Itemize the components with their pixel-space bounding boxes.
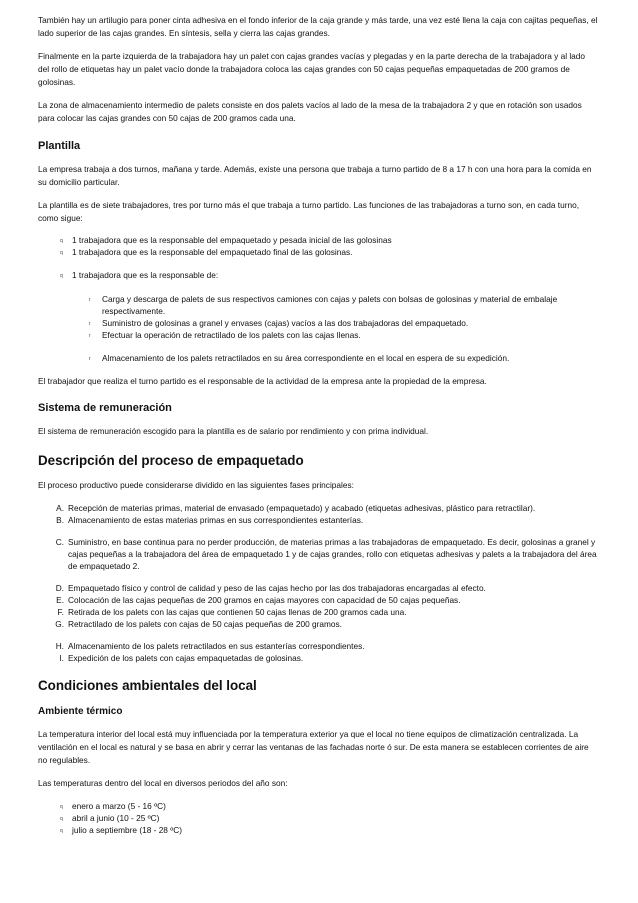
list-item: q julio a septiembre (18 - 28 ºC)	[60, 825, 183, 835]
bullet-marker: r	[89, 333, 91, 339]
heading-condiciones: Condiciones ambientales del local	[38, 678, 257, 693]
proceso-group-ab	[38, 502, 598, 526]
heading-ambiente-termico: Ambiente térmico	[38, 706, 123, 717]
list-item: r Suministro de golosinas a granel y envases (cajas) vacíos a las dos trabajadoras del empaquetado.	[89, 318, 469, 328]
list-item: r Almacenamiento de los palets retractilados en su área correspondiente en el local en espera de su expedición.	[89, 353, 510, 363]
heading-proceso: Descripción del proceso de empaquetado	[38, 453, 304, 468]
list-item: q 1 trabajadora que es la responsable de:	[60, 270, 219, 280]
paragraph-remuneracion: El sistema de remuneración escogido para la plantilla es de salario por rendimiento y con prima individual.	[38, 426, 429, 436]
plantilla-subbullets-a	[38, 293, 598, 341]
list-item: B. Almacenamiento de estas materias primas en sus correspondientes estanterías.	[56, 515, 364, 525]
list-item: D. Empaquetado físico y control de calidad y peso de las cajas hecho por las dos trabajadoras encargadas al efecto.	[55, 583, 486, 593]
heading-plantilla: Plantilla	[38, 140, 81, 152]
list-item: G. Retractilado de los palets con cajas de 50 cajas pequeñas de 200 gramos.	[55, 619, 342, 629]
list-item: q abril a junio (10 - 25 ºC)	[60, 813, 160, 823]
paragraph-palets: Finalmente en la parte izquierda de la trabajadora hay un palet con cajas grandes vacías y plegadas y en la parte derecha de la trabajadora y al lado del rollo de etiquetas hay un palet vacío donde la trabajadora coloca las cajas grandes con 50 cajas pequeñas empaquetadas de 200 gramos de golosinas.	[38, 51, 586, 87]
list-item: A. Recepción de materias primas, material de envasado (empaquetado) y acabado (etiquetas adhesivas, plástico para retractilar).	[56, 503, 536, 513]
proceso-group-hi	[38, 640, 598, 664]
bullet-marker: q	[60, 273, 63, 279]
list-item: r Carga y descarga de palets de sus respectivos camiones con cajas y palets con bolsas de golosinas y material de embalaje respectivamente.	[89, 294, 558, 316]
list-item: q enero a marzo (5 - 16 ºC)	[60, 801, 166, 811]
list-item: q 1 trabajadora que es la responsable del empaquetado y pesada inicial de las golosinas	[60, 235, 392, 245]
paragraph-turnos: La empresa trabaja a dos turnos, mañana y tarde. Además, existe una persona que trabaja a turno partido de 8 a 17 h con una hora para la comida en su domicilio particular.	[38, 164, 592, 187]
list-item: C. Suministro, en base continua para no perder producción, de materias primas a las trabajadoras de empaquetado. Es decir, golosinas a granel y cajas pequeñas a la trabajadora del área de empaquetado 1 y de cajas grandes, rollo con etiquetas adhesivas y palets a la trabajadora del área de empaquetado 2.	[55, 537, 597, 571]
paragraph-temperatura: La temperatura interior del local está muy influenciada por la temperatura exterior ya que el local no tiene equipos de climatización centralizada. La ventilación en el local es natural y se basa en abrir y cerrar las ventanas de las fachadas norte ó sur. De esta manera se establecen corrientes de aire no regulables.	[38, 729, 589, 765]
list-item: H. Almacenamiento de los palets retractilados en sus estanterías correspondientes.	[55, 641, 365, 651]
heading-remuneracion: Sistema de remuneración	[38, 402, 172, 414]
temperaturas-list	[38, 800, 598, 836]
paragraph-temperaturas-periodos: Las temperaturas dentro del local en diversos periodos del año son:	[38, 778, 288, 788]
paragraph-almacenamiento-intermedio: La zona de almacenamiento intermedio de palets consiste en dos palets vacíos al lado de la mesa de la trabajadora 2 y que en rotación son usados para colocar las cajas grandes con 50 cajas de 200 gramos cada una.	[38, 100, 582, 123]
bullet-marker: r	[89, 321, 91, 327]
plantilla-subbullets-b	[38, 352, 598, 364]
document-page	[38, 14, 598, 836]
paragraph-cinta-adhesiva: También hay un artilugio para poner cinta adhesiva en el fondo inferior de la caja grande y más tarde, una vez esté llena la caja con cajitas pequeñas, el lado superior de las cajas grandes. En síntesis, sella y cierra las cajas grandes.	[38, 15, 598, 38]
list-item: r Efectuar la operación de retractilado de los palets con las cajas llenas.	[89, 330, 361, 340]
proceso-group-dg	[38, 582, 598, 630]
plantilla-bullets-b	[38, 269, 598, 281]
list-item: q 1 trabajadora que es la responsable del empaquetado final de las golosinas.	[60, 247, 353, 257]
list-item: I. Expedición de los palets con cajas empaquetadas de golosinas.	[59, 653, 304, 663]
bullet-marker: q	[60, 828, 63, 834]
bullet-marker: q	[60, 250, 63, 256]
bullet-marker: r	[89, 356, 91, 362]
bullet-marker: q	[60, 804, 63, 810]
plantilla-bullets-a	[38, 234, 598, 258]
proceso-group-c	[38, 536, 598, 572]
paragraph-funciones: La plantilla es de siete trabajadores, tres por turno más el que trabaja a turno partido. Las funciones de las trabajadoras a turno son, en cada turno, como sigue:	[38, 200, 580, 223]
bullet-marker: q	[60, 238, 63, 244]
list-item: E. Colocación de las cajas pequeñas de 200 gramos en cajas mayores con capacidad de 50 cajas pequeñas.	[56, 595, 461, 605]
paragraph-proceso-intro: El proceso productivo puede considerarse dividido en las siguientes fases principales:	[38, 480, 354, 490]
bullet-marker: q	[60, 816, 63, 822]
paragraph-turno-partido: El trabajador que realiza el turno partido es el responsable de la actividad de la empresa ante la propiedad de la empresa.	[38, 376, 487, 386]
list-item: F. Retirada de los palets con las cajas que contienen 50 cajas llenas de 200 gramos cada una.	[57, 607, 407, 617]
bullet-marker: r	[89, 297, 91, 303]
